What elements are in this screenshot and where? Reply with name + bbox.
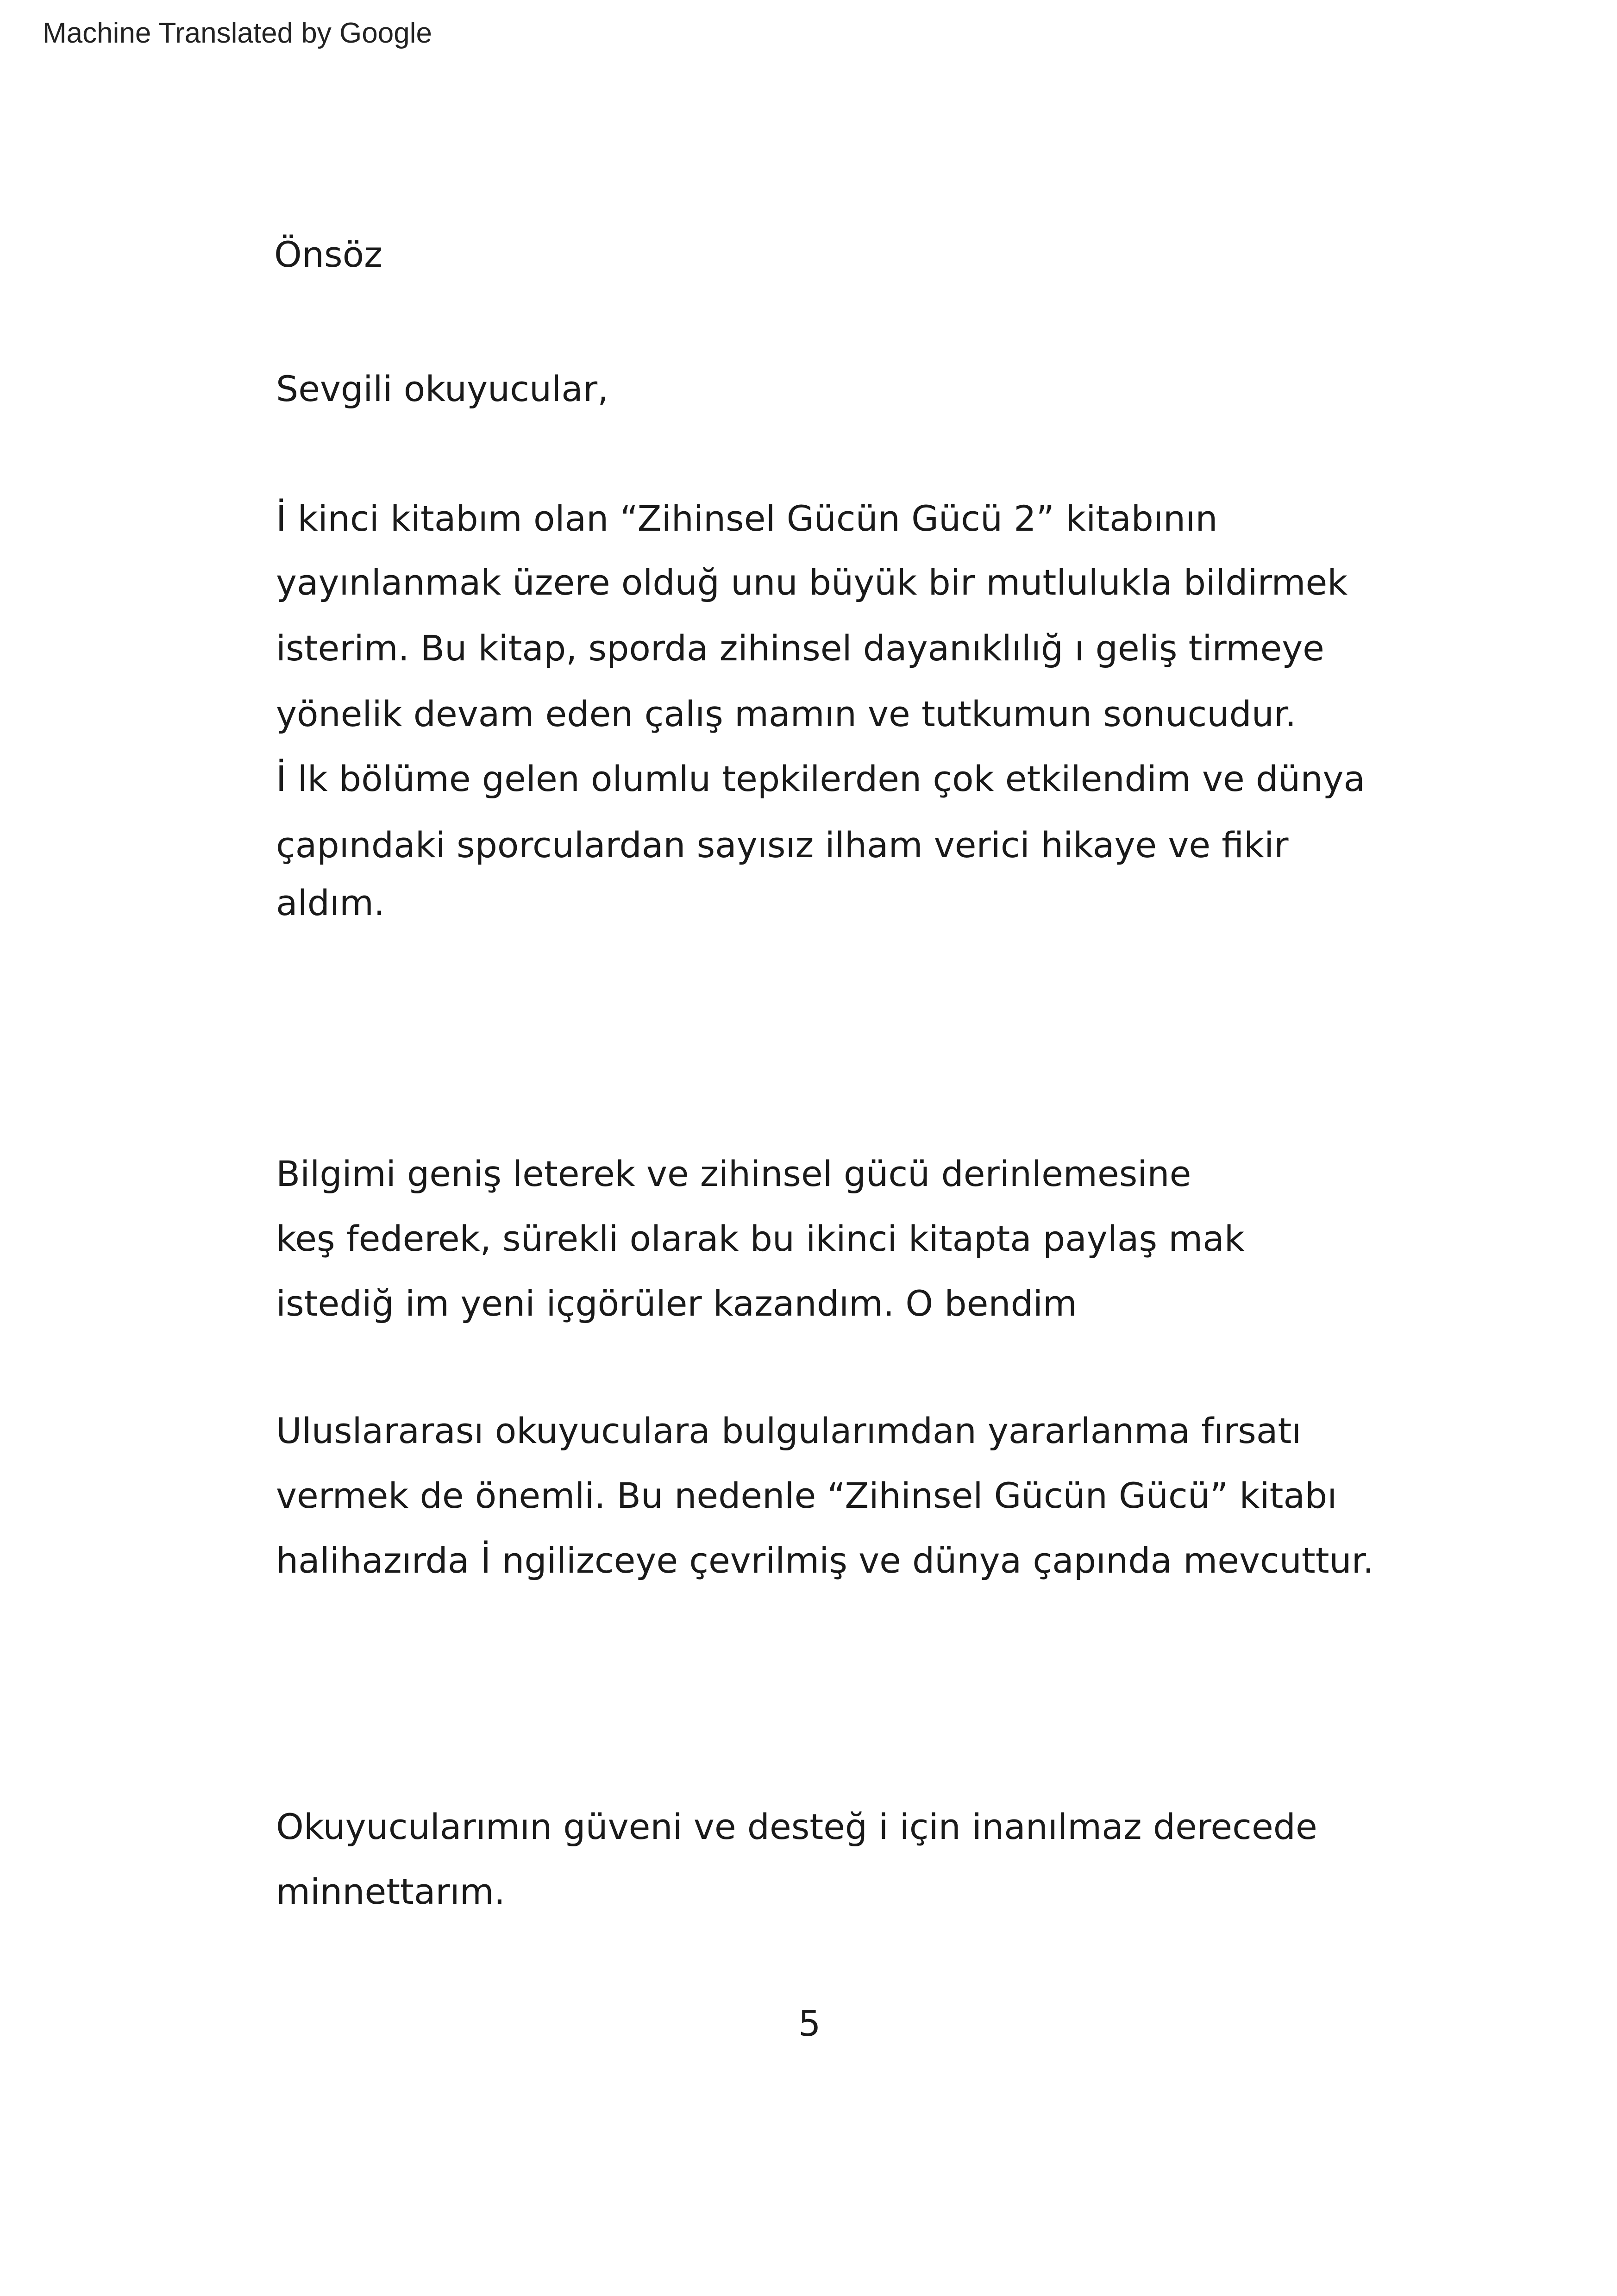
- paragraph-line: Okuyucularımın güveni ve desteğ i için inanılmaz derecede: [276, 1806, 1317, 1847]
- page-heading: Önsöz: [274, 234, 382, 275]
- paragraph-line: İ lk bölüme gelen olumlu tepkilerden çok etkilendim ve dünya: [276, 758, 1366, 799]
- paragraph-line: yayınlanmak üzere olduğ unu büyük bir mutlulukla bildirmek: [276, 562, 1348, 603]
- paragraph-line: halihazırda İ ngilizceye çevrilmiş ve dünya çapında mevcuttur.: [276, 1540, 1374, 1581]
- paragraph-line: isterim. Bu kitap, sporda zihinsel dayanıklılığ ı geliş tirmeye: [276, 627, 1324, 669]
- paragraph-line: minnettarım.: [276, 1871, 505, 1912]
- paragraph-line: keş federek, sürekli olarak bu ikinci kitapta paylaş mak: [276, 1218, 1245, 1259]
- paragraph-line: vermek de önemli. Bu nedenle “Zihinsel Gücün Gücü” kitabı: [276, 1475, 1337, 1516]
- paragraph-line: Bilgimi geniş leterek ve zihinsel gücü derinlemesine: [276, 1153, 1191, 1194]
- page-number: 5: [798, 2003, 821, 2044]
- salutation: Sevgili okuyucular,: [276, 368, 609, 409]
- machine-translation-banner: Machine Translated by Google: [43, 17, 432, 49]
- paragraph-line: istediğ im yeni içgörüler kazandım. O bendim: [276, 1283, 1077, 1324]
- paragraph-line: çapındaki sporculardan sayısız ilham verici hikaye ve fikir: [276, 824, 1289, 866]
- paragraph-line: aldım.: [276, 882, 385, 923]
- paragraph-line: İ kinci kitabım olan “Zihinsel Gücün Gücü 2” kitabının: [276, 498, 1218, 539]
- paragraph-line: Uluslararası okuyuculara bulgularımdan yararlanma fırsatı: [276, 1410, 1302, 1451]
- paragraph-line: yönelik devam eden çalış mamın ve tutkumun sonucudur.: [276, 693, 1297, 734]
